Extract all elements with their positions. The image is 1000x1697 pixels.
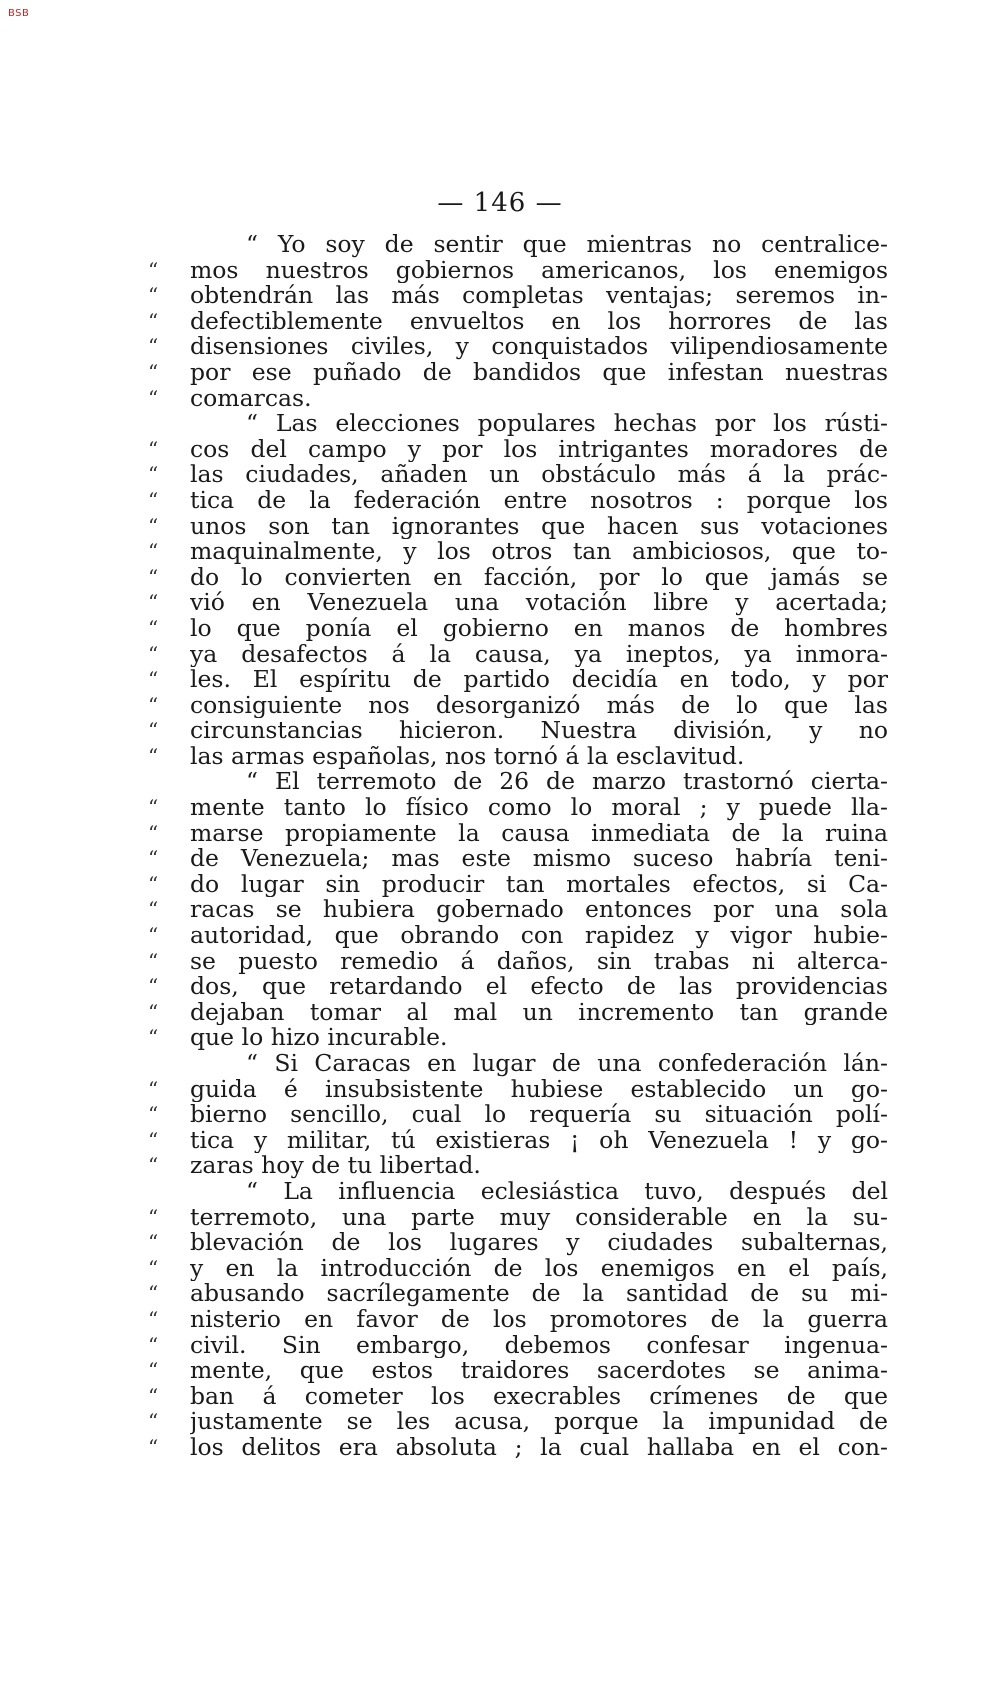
page-number: — 146 — [437, 188, 563, 218]
quote-mark: “ [148, 1153, 159, 1178]
line-text: los delitos era absoluta ; la cual hallaba en el con- [190, 1434, 888, 1461]
line-text: tica de la federación entre nosotros : porque los [190, 487, 888, 514]
text-line [148, 1077, 888, 1103]
text-line [148, 1358, 888, 1384]
quote-mark: “ [148, 846, 159, 871]
text-line [148, 821, 888, 847]
line-text: lo que ponía el gobierno en manos de hombres [190, 615, 888, 642]
text-line [148, 1153, 888, 1179]
text-line [148, 411, 888, 437]
quote-mark: “ [148, 1281, 159, 1306]
text-line [148, 974, 888, 1000]
quote-mark: “ [148, 1102, 159, 1127]
quote-mark: “ [148, 283, 159, 308]
text-line [148, 437, 888, 463]
text-line [148, 1307, 888, 1333]
text-line [148, 539, 888, 565]
line-text: abusando sacrílegamente de la santidad de su mi- [190, 1281, 888, 1307]
line-text: ya desafectos á la causa, ya ineptos, ya inmora- [190, 641, 888, 668]
quote-mark: “ [148, 462, 159, 487]
quote-mark: “ [148, 487, 159, 512]
line-text: por ese puñado de bandidos que infestan nuestras [190, 359, 888, 386]
quote-mark: “ [148, 1204, 159, 1229]
quote-mark: “ [148, 1306, 159, 1331]
text-line [148, 462, 888, 488]
text-line [148, 283, 888, 309]
quote-mark: “ [148, 923, 159, 948]
text-line [148, 590, 888, 616]
line-text: autoridad, que obrando con rapidez y vigor hubie- [190, 923, 888, 949]
line-text: vió en Venezuela una votación libre y acertada; [190, 590, 888, 616]
line-text: cos del campo y por los intrigantes moradores de [190, 436, 888, 463]
text-line [148, 309, 888, 335]
text-line [148, 334, 888, 360]
text-line [148, 360, 888, 386]
text-line [148, 565, 888, 591]
quote-mark: “ [148, 820, 159, 845]
text-line [148, 923, 888, 949]
line-text: obtendrán las más completas ventajas; seremos in- [190, 283, 888, 309]
quote-mark: “ [148, 871, 159, 896]
line-text: mente, que estos traidores sacerdotes se anima- [190, 1358, 888, 1384]
line-text: maquinalmente, y los otros tan ambiciosos, que to- [190, 539, 888, 565]
text-line [148, 258, 888, 284]
text-line [148, 514, 888, 540]
quote-mark: “ [148, 974, 159, 999]
line-text: terremoto, una parte muy considerable en la su- [190, 1204, 888, 1231]
text-line [148, 616, 888, 642]
quote-mark: “ [148, 513, 159, 538]
line-text: guida é insubsistente hubiese establecido un go- [190, 1076, 888, 1103]
line-text: racas se hubiera gobernado entonces por una sola [190, 897, 888, 924]
quote-mark: “ [148, 615, 159, 640]
text-line [148, 232, 888, 258]
quote-mark: “ [148, 334, 159, 359]
line-text: “ La influencia eclesiástica tuvo, después del [246, 1178, 888, 1205]
quote-mark: “ [148, 897, 159, 922]
quote-mark: “ [148, 1358, 159, 1383]
line-text: blevación de los lugares y ciudades subalternas, [190, 1230, 888, 1256]
text-line [148, 718, 888, 744]
quote-mark: “ [148, 999, 159, 1024]
line-text: do lugar sin producir tan mortales efectos, si Ca- [190, 871, 888, 898]
quote-mark: “ [148, 641, 159, 666]
text-line [148, 1281, 888, 1307]
text-line [148, 1179, 888, 1205]
quote-mark: “ [148, 1025, 159, 1050]
quote-mark: “ [148, 667, 159, 692]
quote-mark: “ [148, 1409, 159, 1434]
line-text: do lo convierten en facción, por lo que jamás se [190, 564, 888, 591]
text-line [148, 846, 888, 872]
text-line [148, 872, 888, 898]
line-text: tica y militar, tú existieras ¡ oh Venezuela ! y go- [190, 1127, 888, 1154]
quote-mark: “ [148, 564, 159, 589]
quote-mark: “ [148, 1230, 159, 1255]
text-line [148, 1000, 888, 1026]
line-text: marse propiamente la causa inmediata de la ruina [190, 820, 888, 847]
line-text: que lo hizo incurable. [190, 1025, 448, 1051]
library-stamp: BSB [8, 8, 30, 19]
quote-mark: “ [148, 1434, 159, 1459]
text-line [148, 769, 888, 795]
quote-mark: “ [148, 718, 159, 743]
text-line [148, 1384, 888, 1410]
text-line [148, 1409, 888, 1435]
text-line [148, 1051, 888, 1077]
text-line [148, 744, 888, 770]
text-line [148, 1333, 888, 1359]
text-line [148, 949, 888, 975]
quote-mark: “ [148, 257, 159, 282]
text-line [148, 1435, 888, 1461]
quote-mark: “ [148, 948, 159, 973]
quote-mark: “ [148, 308, 159, 333]
line-text: se puesto remedio á daños, sin trabas ni alterca- [190, 948, 888, 975]
text-line [148, 693, 888, 719]
quote-mark: “ [148, 1332, 159, 1357]
text-line [148, 1102, 888, 1128]
line-text: “ Yo soy de sentir que mientras no centralice- [246, 232, 888, 258]
quote-mark: “ [148, 590, 159, 615]
line-text: unos son tan ignorantes que hacen sus votaciones [190, 513, 888, 540]
quote-mark: “ [148, 1076, 159, 1101]
text-line [148, 1025, 888, 1051]
text-line [148, 1256, 888, 1282]
quote-mark: “ [148, 539, 159, 564]
line-text: zaras hoy de tu libertad. [190, 1153, 481, 1179]
line-text: circunstancias hicieron. Nuestra división, y no [190, 718, 888, 744]
line-text: nisterio en favor de los promotores de la guerra [190, 1306, 888, 1333]
line-text: y en la introducción de los enemigos en el país, [190, 1255, 888, 1282]
quote-mark: “ [148, 385, 159, 410]
text-line [148, 1205, 888, 1231]
line-text: defectiblemente envueltos en los horrores de las [190, 308, 888, 335]
line-text: mente tanto lo físico como lo moral ; y puede lla- [190, 795, 888, 821]
line-text: ban á cometer los execrables crímenes de que [190, 1383, 888, 1410]
text-line [148, 897, 888, 923]
line-text: consiguiente nos desorganizó más de lo que las [190, 692, 888, 719]
text-line [148, 1230, 888, 1256]
quote-mark: “ [148, 743, 159, 768]
line-text: disensiones civiles, y conquistados vilipendiosamente [190, 334, 888, 360]
quote-mark: “ [148, 1383, 159, 1408]
line-text: dos, que retardando el efecto de las providencias [190, 974, 888, 1000]
quote-mark: “ [148, 436, 159, 461]
line-text: de Venezuela; mas este mismo suceso habría teni- [190, 846, 888, 872]
quote-mark: “ [148, 692, 159, 717]
text-line [148, 488, 888, 514]
quote-mark: “ [148, 1127, 159, 1152]
line-text: bierno sencillo, cual lo requería su situación polí- [190, 1102, 888, 1128]
text-line [148, 642, 888, 668]
line-text: “ Las elecciones populares hechas por los rústi- [246, 411, 888, 437]
line-text: civil. Sin embargo, debemos confesar ingenua- [190, 1332, 888, 1359]
text-line [148, 1128, 888, 1154]
line-text: las ciudades, añaden un obstáculo más á la prác- [190, 462, 888, 488]
line-text: mos nuestros gobiernos americanos, los enemigos [190, 257, 888, 284]
text-line [148, 667, 888, 693]
line-text: las armas españolas, nos tornó á la esclavitud. [190, 743, 745, 770]
line-text: comarcas. [190, 385, 312, 412]
quote-mark: “ [148, 795, 159, 820]
text-line [148, 386, 888, 412]
line-text: justamente se les acusa, porque la impunidad de [190, 1409, 888, 1435]
line-text: dejaban tomar al mal un incremento tan grande [190, 999, 888, 1026]
body-text [148, 232, 888, 1461]
line-text: les. El espíritu de partido decidía en todo, y por [190, 667, 888, 693]
quote-mark: “ [148, 359, 159, 384]
line-text: “ El terremoto de 26 de marzo trastornó cierta- [246, 769, 888, 796]
quote-mark: “ [148, 1255, 159, 1280]
line-text: “ Si Caracas en lugar de una confederación lán- [246, 1051, 888, 1077]
text-line [148, 795, 888, 821]
